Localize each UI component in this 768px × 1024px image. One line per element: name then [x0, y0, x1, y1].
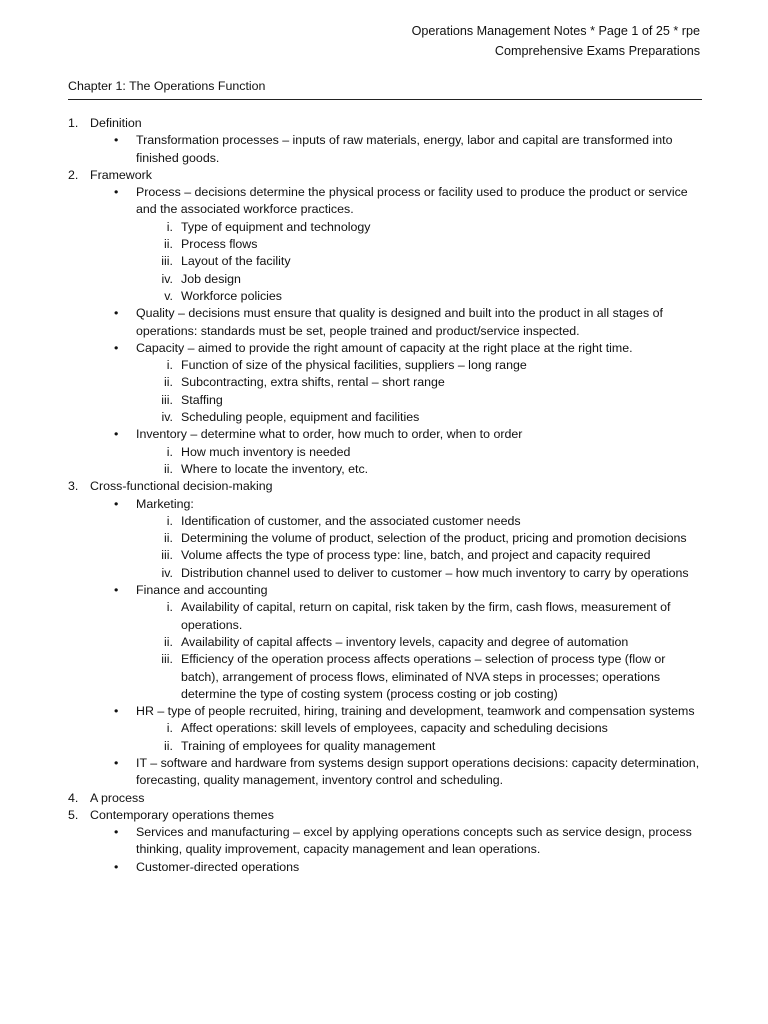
list-item-text: Affect operations: skill levels of employees, capacity and scheduling decisions: [181, 721, 608, 736]
list-marker: 5.: [68, 807, 79, 822]
list-marker: i.: [166, 513, 173, 528]
list-marker: 1.: [68, 116, 79, 130]
list-marker: ii.: [164, 738, 173, 753]
list-item-text: Framework: [90, 167, 152, 182]
roman-subitem: [68, 219, 702, 236]
list-marker: ii.: [164, 461, 173, 476]
roman-subitem: [68, 253, 702, 270]
roman-subitem: [68, 634, 702, 651]
roman-subitem: [68, 236, 702, 253]
bullet-item: [68, 859, 702, 876]
running-header-subtitle: Comprehensive Exams Preparations: [494, 44, 700, 58]
list-item-text: Type of equipment and technology: [181, 219, 371, 234]
list-marker: i.: [166, 600, 173, 615]
list-item-text: Staffing: [181, 392, 223, 407]
list-marker: iii.: [161, 254, 173, 269]
list-marker: •: [114, 859, 119, 874]
list-marker: i.: [166, 444, 173, 459]
roman-subitem: [68, 461, 702, 478]
roman-subitem: [68, 357, 702, 374]
list-item-text: Layout of the facility: [181, 254, 291, 269]
bullet-item: [68, 132, 702, 167]
numbered-item: [68, 115, 702, 132]
list-marker: iii.: [161, 652, 173, 667]
list-marker: •: [114, 583, 119, 598]
roman-subitem: [68, 530, 702, 547]
list-item-text: Services and manufacturing – excel by applying operations concepts such as service design, process thinking, quality improvement, capacity management and lean operations.: [136, 825, 692, 857]
list-item-text: Definition: [90, 116, 142, 130]
bullet-item: [68, 703, 702, 720]
numbered-item: [68, 807, 702, 824]
roman-subitem: [68, 651, 702, 703]
list-item-text: Finance and accounting: [136, 583, 268, 598]
roman-subitem: [68, 271, 702, 288]
list-item-text: Availability of capital, return on capital, risk taken by the firm, cash flows, measurement of operations.: [181, 600, 671, 632]
list-item-text: Volume affects the type of process type: line, batch, and project and capacity required: [181, 548, 651, 563]
bullet-item: [68, 305, 702, 340]
list-item-text: Process – decisions determine the physical process or facility used to produce the product or service and the associated workforce practices.: [136, 185, 688, 217]
list-item-text: Customer-directed operations: [136, 859, 300, 874]
list-item-text: Function of size of the physical facilities, suppliers – long range: [181, 358, 527, 373]
list-marker: 2.: [68, 167, 79, 182]
numbered-item: [68, 167, 702, 184]
bullet-item: [68, 184, 702, 219]
bullet-item: [68, 496, 702, 513]
list-item-text: Workforce policies: [181, 288, 282, 303]
list-item-text: IT – software and hardware from systems design support operations decisions: capacity determination, forecasting, quality management, inventory control and scheduling.: [136, 755, 700, 788]
list-item-text: A process: [90, 790, 145, 805]
list-marker: •: [114, 496, 119, 511]
list-marker: iii.: [161, 548, 173, 563]
numbered-item: [68, 478, 702, 495]
list-item-text: Determining the volume of product, selection of the product, pricing and promotion decisions: [181, 531, 687, 546]
list-marker: 3.: [68, 479, 79, 494]
bullet-item: [68, 824, 702, 859]
list-item-text: Subcontracting, extra shifts, rental – short range: [181, 375, 445, 390]
list-marker: iv.: [161, 410, 173, 425]
list-item-text: Inventory – determine what to order, how much to order, when to order: [136, 427, 523, 442]
list-marker: 4.: [68, 790, 79, 805]
running-header-title: Operations Management Notes * Page 1 of 25 * rpe: [411, 24, 700, 38]
list-marker: •: [114, 704, 119, 719]
list-item-text: Distribution channel used to deliver to customer – how much inventory to carry by operations: [181, 565, 689, 580]
list-marker: iii.: [161, 392, 173, 407]
list-marker: iv.: [161, 271, 173, 286]
roman-subitem: [68, 513, 702, 530]
list-marker: •: [114, 133, 119, 148]
list-marker: iv.: [161, 565, 173, 580]
list-item-text: Availability of capital affects – inventory levels, capacity and degree of automation: [181, 634, 629, 649]
list-item-text: Process flows: [181, 237, 258, 252]
bullet-item: [68, 582, 702, 599]
outline-content: [68, 115, 702, 876]
list-item-text: Identification of customer, and the associated customer needs: [181, 513, 521, 528]
roman-subitem: [68, 565, 702, 582]
roman-subitem: [68, 720, 702, 737]
list-marker: ii.: [164, 634, 173, 649]
list-item-text: Transformation processes – inputs of raw materials, energy, labor and capital are transformed into finished goods.: [136, 133, 673, 165]
list-marker: •: [114, 185, 119, 200]
list-item-text: How much inventory is needed: [181, 444, 351, 459]
list-marker: •: [114, 427, 119, 442]
list-marker: •: [114, 306, 119, 321]
roman-subitem: [68, 738, 702, 755]
roman-subitem: [68, 374, 702, 391]
list-marker: •: [114, 755, 119, 770]
list-item-text: Contemporary operations themes: [90, 807, 274, 822]
numbered-item: [68, 790, 702, 807]
list-marker: •: [114, 340, 119, 355]
list-marker: ii.: [164, 531, 173, 546]
list-marker: ii.: [164, 237, 173, 252]
roman-subitem: [68, 444, 702, 461]
list-item-text: Capacity – aimed to provide the right amount of capacity at the right place at the right time.: [136, 340, 633, 355]
bullet-item: [68, 426, 702, 443]
list-marker: i.: [166, 721, 173, 736]
list-marker: ii.: [164, 375, 173, 390]
list-item-text: Job design: [181, 271, 241, 286]
list-item-text: Cross-functional decision-making: [90, 479, 273, 494]
list-marker: v.: [164, 288, 173, 303]
roman-subitem: [68, 599, 702, 634]
list-item-text: Where to locate the inventory, etc.: [181, 461, 369, 476]
list-marker: i.: [166, 358, 173, 373]
bullet-item: [68, 340, 702, 357]
list-item-text: HR – type of people recruited, hiring, training and development, teamwork and compensation systems: [136, 704, 695, 719]
list-marker: •: [114, 825, 119, 840]
chapter-heading: Chapter 1: The Operations Function: [68, 78, 702, 100]
roman-subitem: [68, 288, 702, 305]
roman-subitem: [68, 409, 702, 426]
list-item-text: Scheduling people, equipment and facilities: [181, 410, 420, 425]
list-item-text: Efficiency of the operation process affects operations – selection of process type (flow or batch), arrangement of process flows, eliminated of NVA steps in processes; operations determine the type of costing system (process costing or job costing): [181, 652, 666, 701]
list-item-text: Marketing:: [136, 496, 194, 511]
list-item-text: Training of employees for quality management: [181, 738, 436, 753]
roman-subitem: [68, 547, 702, 564]
list-item-text: Quality – decisions must ensure that quality is designed and built into the product in all stages of operations: standards must be set, people trained and product/service inspected.: [136, 306, 663, 338]
list-marker: i.: [166, 219, 173, 234]
bullet-item: [68, 755, 702, 790]
roman-subitem: [68, 392, 702, 409]
